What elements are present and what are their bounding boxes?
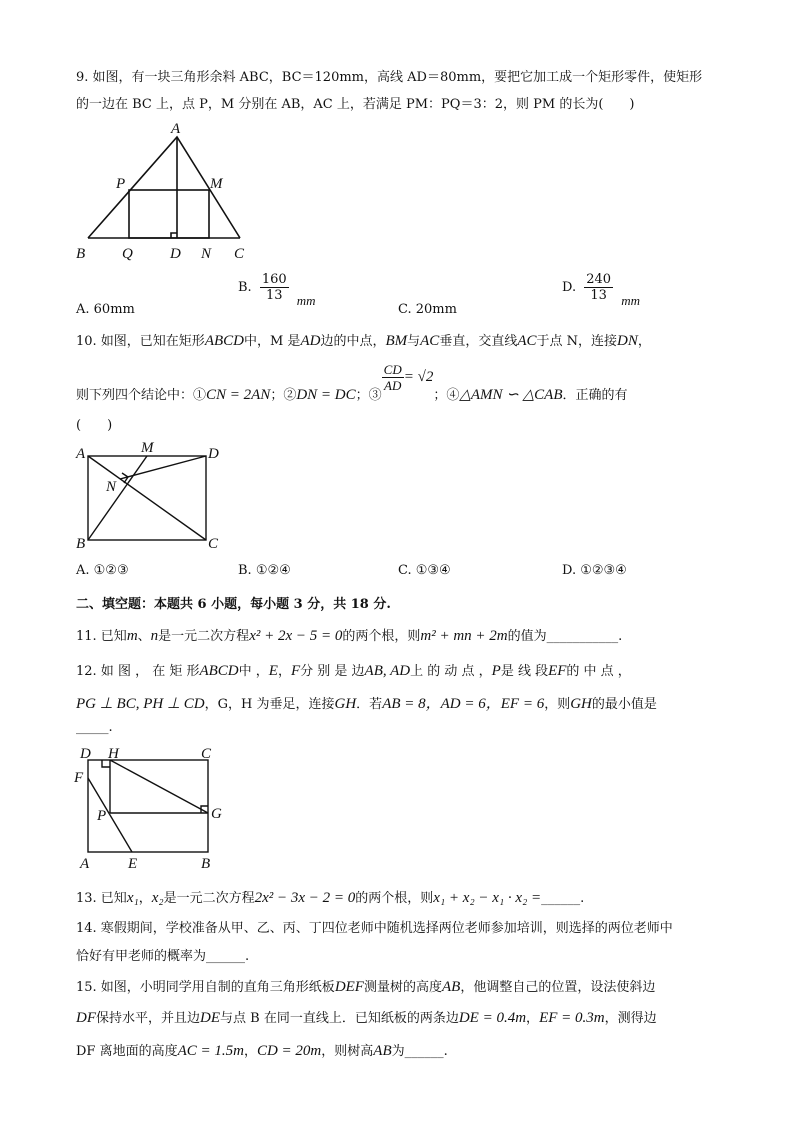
q9-label-n: N bbox=[201, 246, 212, 262]
q10-option-d[interactable]: D. ①②③④ bbox=[562, 563, 627, 578]
q9-option-b-fraction: $\frac{160}{13}$ bbox=[261, 272, 287, 303]
q11-stem: 11. 已知m、n是一元二次方程x² + 2x − 5 = 0的两个根，则m² + mn + 2m的值为___________. bbox=[76, 628, 623, 644]
q14-stem-line-1: 14. 寒假期间，学校准备从甲、乙、丙、丁四位老师中随机选择两位老师参加培训，则选择的两位老师中 bbox=[76, 921, 673, 936]
q9-label-q: Q bbox=[122, 246, 133, 262]
q12-label-d: D bbox=[80, 746, 91, 762]
q9-label-b: B bbox=[76, 246, 86, 262]
q10-label-n: N bbox=[106, 479, 117, 495]
q15-stem-line-1: 15. 如图，小明同学用自制的直角三角形纸板DEF测量树的高度AB，他调整自己的位置，设法使斜边 bbox=[76, 979, 656, 995]
q12-label-g: G bbox=[211, 806, 222, 822]
q10-label-b: B bbox=[76, 536, 86, 552]
q10-option-a[interactable]: A. ①②③ bbox=[76, 563, 129, 578]
section-2-heading: 二、填空题：本题共 6 小题，每小题 3 分，共 18 分. bbox=[76, 597, 391, 612]
q10-label-c: C bbox=[208, 536, 219, 552]
q12-answer-blank: _____. bbox=[76, 720, 113, 735]
q9-label-m: M bbox=[210, 176, 223, 192]
q9-option-d[interactable]: D. $\frac{240}{13}$ mm bbox=[562, 272, 640, 308]
q9-label-c: C bbox=[234, 246, 245, 262]
q9-stem-line-2: 的一边在 BC 上，点 P，M 分别在 AB，AC 上，若满足 PM：PQ＝3：2，则 PM 的长为( ) bbox=[76, 97, 635, 112]
q12-segment-gh bbox=[110, 760, 208, 813]
q10-answer-brackets: ( ) bbox=[76, 418, 113, 433]
q9-label-d: D bbox=[170, 246, 181, 262]
q9-option-d-fraction: $\frac{240}{13}$ bbox=[586, 272, 612, 303]
q10-label-m: M bbox=[141, 440, 154, 456]
q10-label-d: D bbox=[208, 446, 219, 462]
q10-ratio-fraction: $\frac{CD}{AD}$ bbox=[383, 362, 402, 393]
q9-option-c[interactable]: C. 20mm bbox=[398, 302, 457, 317]
q10-option-b[interactable]: B. ①②④ bbox=[238, 563, 291, 578]
q9-option-a[interactable]: A. 60mm bbox=[76, 302, 135, 317]
q12-stem-line-2: PG ⊥ BC, PH ⊥ CD，G，H 为垂足，连接GH．若AB = 8，AD = 6，EF = 6，则GH的最小值是 bbox=[76, 696, 657, 712]
q13-stem: 13. 已知x₁，x₂是一元二次方程2x² − 3x − 2 = 0的两个根，则x₁ + x₂ − x₁ · x₂ =______. bbox=[76, 890, 585, 906]
q14-stem-line-2: 恰好有甲老师的概率为______. bbox=[76, 949, 250, 964]
q12-label-b: B bbox=[201, 856, 211, 872]
q10-option-c[interactable]: C. ①③④ bbox=[398, 563, 451, 578]
q12-stem-line-1: 12. 如 图 ， 在 矩 形ABCD中 ，E，F分 别 是 边AB, AD上 的 动 点 ，P是 线 段EF的 中 点 ， bbox=[76, 663, 631, 679]
q12-label-e: E bbox=[128, 856, 138, 872]
q12-label-a: A bbox=[80, 856, 90, 872]
q15-stem-line-2: DF保持水平，并且边DE与点 B 在同一直线上．已知纸板的两条边DE = 0.4m，EF = 0.3m，测得边 bbox=[76, 1010, 657, 1026]
q10-stem-line-2: 则下列四个结论中：①CN = 2AN；②DN = DC；③ $\frac{CD}{AD}$ = √2；④△AMN ∽ △CAB．正确的有 bbox=[76, 362, 628, 403]
q10-label-a: A bbox=[76, 446, 86, 462]
q12-rectangle-abcd bbox=[88, 760, 208, 852]
q9-option-b[interactable]: B. $\frac{160}{13}$ mm bbox=[238, 272, 316, 308]
q15-stem-line-3: DF 离地面的高度AC = 1.5m，CD = 20m，则树高AB为______. bbox=[76, 1043, 448, 1059]
q12-label-h: H bbox=[108, 746, 119, 762]
q9-label-a: A bbox=[171, 121, 181, 137]
q12-label-f: F bbox=[74, 770, 84, 786]
q12-label-p: P bbox=[97, 808, 107, 824]
q9-stem-line-1: 9. 如图，有一块三角形余料 ABC，BC＝120mm，高线 AD＝80mm，要把它加工成一个矩形零件，使矩形 bbox=[76, 70, 703, 85]
q10-stem-line-1: 10. 如图，已知在矩形ABCD中，M 是AD边的中点，BM与AC垂直，交直线AC于点 N，连接DN， bbox=[76, 333, 651, 349]
q9-label-p: P bbox=[116, 176, 126, 192]
q12-label-c: C bbox=[201, 746, 212, 762]
